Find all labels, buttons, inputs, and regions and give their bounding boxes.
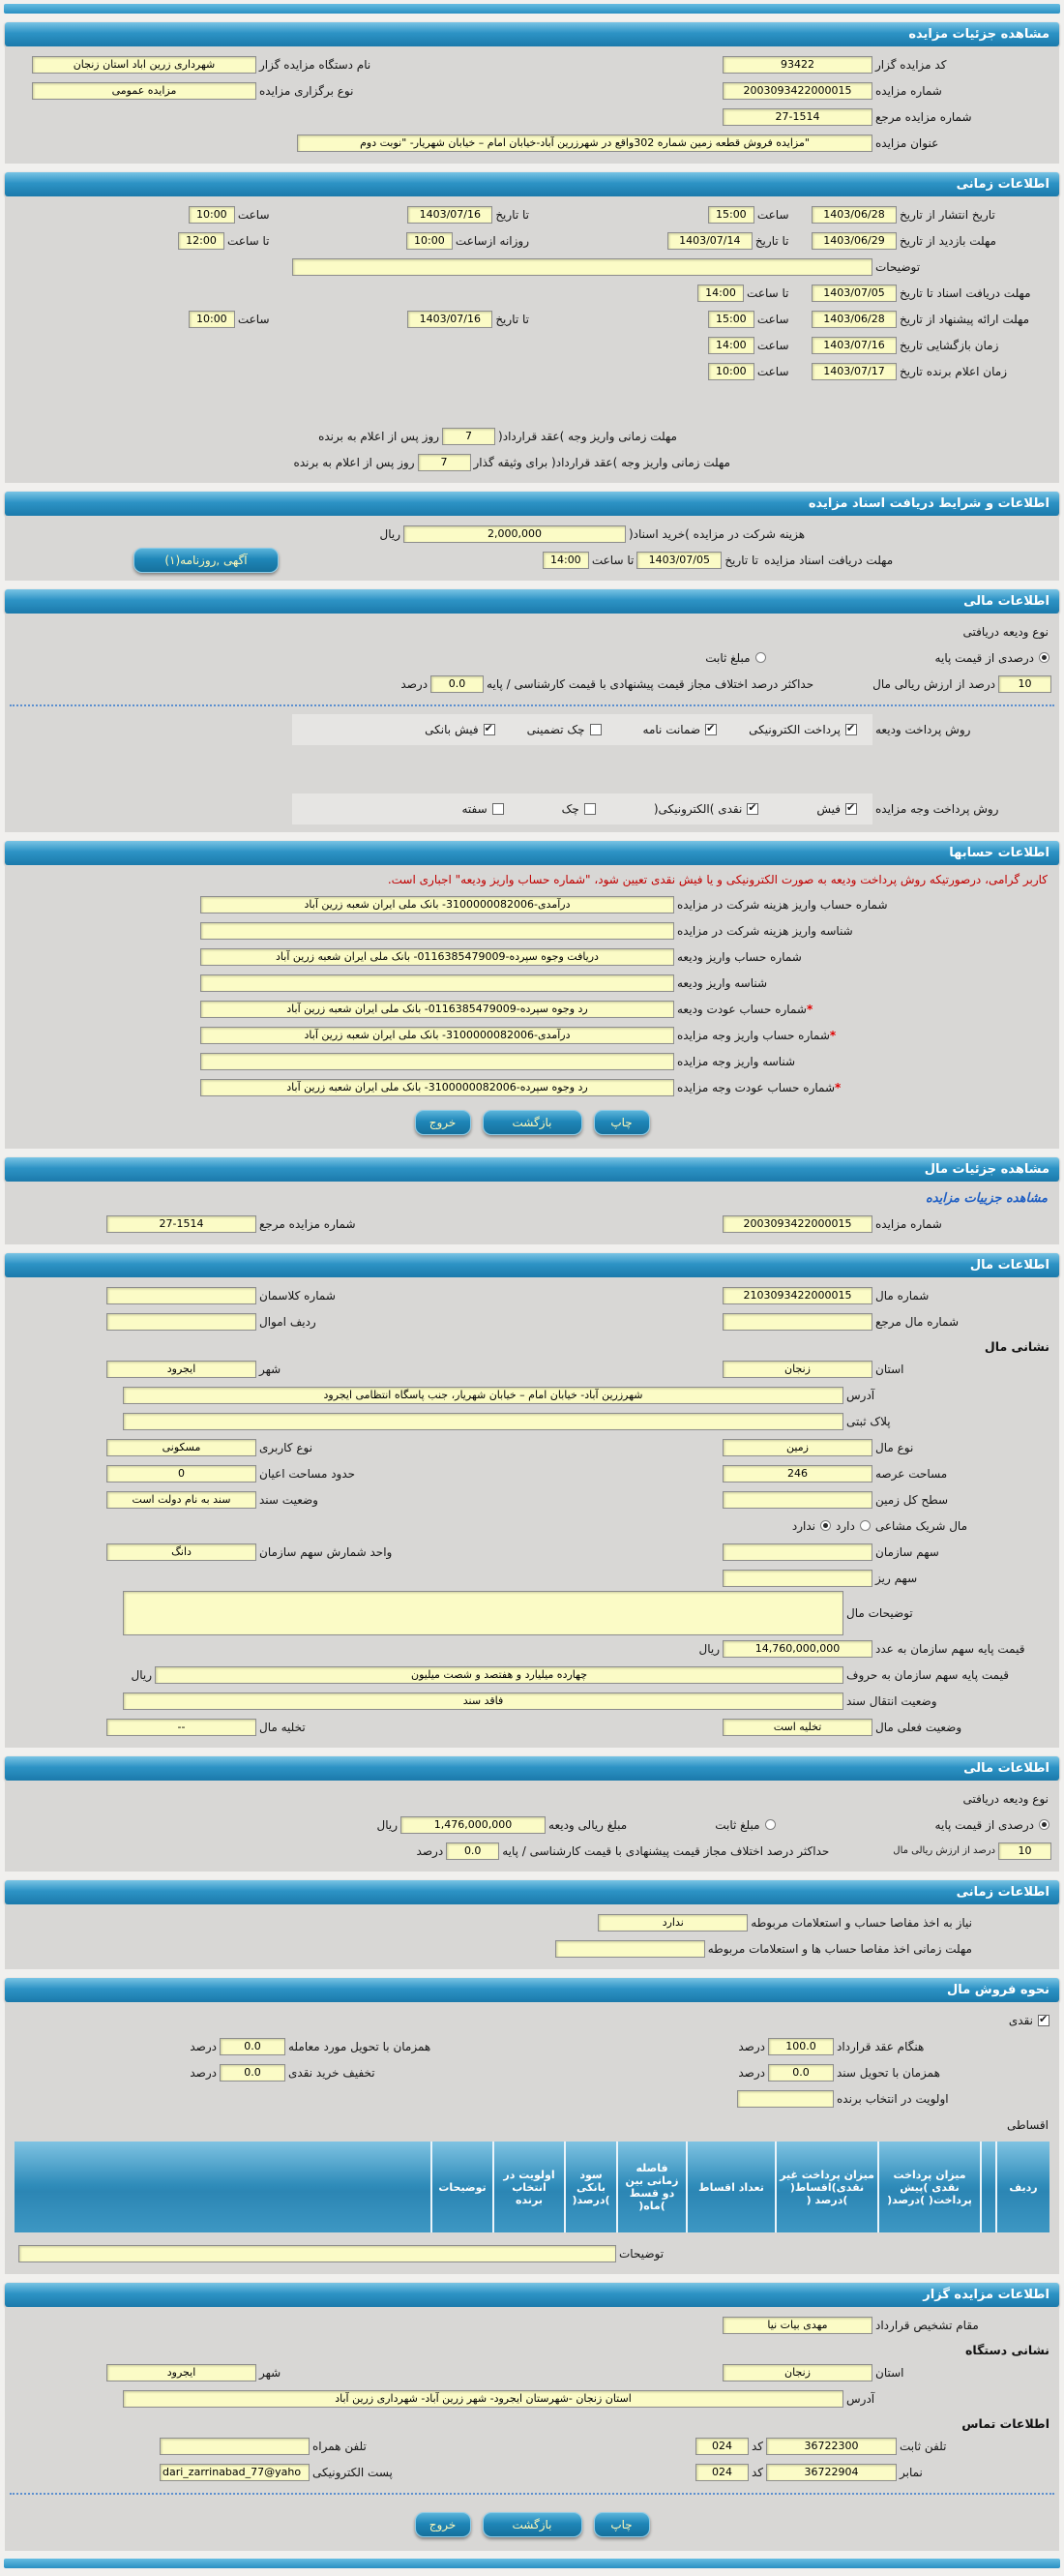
shared-owner-label: مال شریک مشاعی <box>874 1518 967 1533</box>
max-diff-label: حداکثر درصد اختلاف مجاز قیمت پیشنهادی با قیمت کارشناسی / پایه <box>487 676 814 691</box>
usage-type-field[interactable]: مسکونی <box>106 1439 256 1456</box>
account-field[interactable]: درآمدی-3100000082006- بانک ملی ایران شعبه زرین آباد <box>200 1027 674 1044</box>
percent-label: درصد <box>738 2039 765 2053</box>
evacuation-field[interactable]: -- <box>106 1719 256 1736</box>
checkbox-checked-icon[interactable] <box>845 724 857 735</box>
delivery-payment-field[interactable]: 0.0 <box>220 2038 285 2055</box>
cash-discount-label: تخفیف خرید نقدی <box>288 2065 375 2080</box>
to-date-label: تا تاریخ <box>754 233 789 248</box>
table-header-cell: توضیحات <box>430 2142 492 2232</box>
auction-no-field[interactable]: 2003093422000015 <box>723 1215 872 1233</box>
city-field[interactable]: ایجرود <box>106 1361 256 1378</box>
max-diff-field[interactable]: 0.0 <box>446 1842 499 1860</box>
contract-authority-field[interactable]: مهدی بیات نیا <box>723 2317 872 2334</box>
rial-label: ریال <box>131 1667 152 1682</box>
winner-announce-label: زمان اعلام برنده تاریخ <box>900 364 1007 378</box>
deposit-type-label: نوع ودیعه دریافتی <box>962 624 1049 639</box>
winner-time-field[interactable]: 10:00 <box>708 363 754 380</box>
accounts-warning-text: کاربر گرامی، درصورتیکه روش پرداخت ودیعه به صورت الکترونیکی و یا فیش نقدی تعیین شود، "شماره حساب واریز ودیعه" اجباری است. <box>387 873 1048 886</box>
asset-address-subheader: نشانی مال <box>984 1339 1049 1354</box>
table-header-cell: ردیف <box>995 2142 1049 2232</box>
section-header-timing: اطلاعات زمانی <box>5 172 1059 196</box>
contract-authority-label: مقام تشخیص قرارداد <box>875 2318 979 2332</box>
deed-payment-label: همزمان با تحویل سند <box>837 2065 940 2080</box>
hour-label: ساعت <box>756 312 789 326</box>
account-label: *شماره حساب عودت وجه مزایده <box>677 1080 842 1094</box>
installment-label: اقساطی <box>1007 2117 1049 2132</box>
transfer-status-label: وضعیت انتقال سند <box>846 1693 937 1708</box>
deposit-method-option[interactable]: ✔ ضمانت نامه <box>640 723 720 736</box>
max-diff-label: حداکثر درصد اختلاف مجاز قیمت پیشنهادی با قیمت کارشناسی / پایه <box>502 1843 830 1858</box>
checkbox-checked-icon[interactable] <box>484 724 495 735</box>
contract-payment-field[interactable]: 100.0 <box>768 2038 834 2055</box>
deposit-type-label: نوع ودیعه دریافتی <box>962 1791 1049 1806</box>
fax-code-field[interactable]: 024 <box>695 2464 749 2481</box>
city-label: شهر <box>259 1362 281 1376</box>
doc-deadline-date-field[interactable]: 1403/07/05 <box>812 285 897 302</box>
account-row <box>7 970 1057 996</box>
publish-from-date-field[interactable]: 1403/06/28 <box>812 206 897 224</box>
phone-code-field[interactable]: 024 <box>695 2438 749 2455</box>
asset-address-field[interactable]: شهرزرین آباد- خیابان امام – خیابان شهریار، جنب پاسگاه انتظامی ایجرود <box>123 1387 843 1404</box>
city-label: شهر <box>259 2365 281 2380</box>
section-header-accounts: اطلاعات حسابها <box>5 841 1059 865</box>
transfer-status-field[interactable]: فاقد سند <box>123 1692 843 1710</box>
daily-from-hour-label: روزانه ازساعت <box>455 233 529 248</box>
organizer-address-label: آدرس <box>846 2391 875 2406</box>
doc-terms-panel <box>5 516 1059 581</box>
exit-button[interactable]: خروج <box>415 1110 471 1135</box>
percent-of-base-label: درصدی از قیمت پایه <box>934 1817 1034 1832</box>
usage-type-label: نوع کاربری <box>259 1440 313 1454</box>
percent-label: درصد <box>738 2065 765 2080</box>
to-hour-label: تا ساعت <box>227 233 270 248</box>
to-hour-label: تا ساعت <box>747 285 789 300</box>
auction-ref-field[interactable]: 27-1514 <box>106 1215 256 1233</box>
cash-discount-field[interactable]: 0.0 <box>220 2064 285 2082</box>
participation-fee-label: هزینه شرکت در مزایده )خرید اسناد( <box>629 526 806 541</box>
doc-deadline-time-field[interactable]: 14:00 <box>697 285 744 302</box>
asset-address-label: آدرس <box>846 1388 875 1402</box>
deposit-percent-field[interactable]: 10 <box>998 1842 1051 1860</box>
doc-receive-deadline-label: مهلت دریافت اسناد مزایده <box>764 553 894 567</box>
base-price-words-label: قیمت پایه سهم سازمان به حروف <box>846 1667 1009 1682</box>
province-field[interactable]: زنجان <box>723 1361 872 1378</box>
newspaper-ad-button[interactable]: آگهی ,روزنامه(۱) <box>133 548 279 573</box>
payment-method-option[interactable]: چک <box>559 802 598 816</box>
asset-desc-field[interactable] <box>123 1591 843 1635</box>
pay-deadline-days-field[interactable]: 7 <box>442 428 495 445</box>
required-asterisk: * <box>829 1028 837 1042</box>
checkbox-unchecked-icon[interactable] <box>492 803 504 815</box>
checkbox-checked-icon[interactable] <box>845 803 857 815</box>
max-diff-field[interactable]: 0.0 <box>430 675 484 693</box>
account-field[interactable]: دریافت وجوه سپرده-0116385479009- بانک ملی ایران شعبه زرین آباد <box>200 948 674 966</box>
checkbox-unchecked-icon[interactable] <box>590 724 602 735</box>
asset-no-label: شماره مال <box>875 1288 930 1303</box>
percent-label: درصد <box>190 2065 217 2080</box>
dotted-divider <box>10 704 1054 706</box>
back-button[interactable]: بازگشت <box>483 2512 582 2537</box>
account-label: *شماره حساب واریز وجه مزایده <box>677 1028 837 1042</box>
asset-type-label: نوع مال <box>875 1440 914 1454</box>
to-date-label: تا تاریخ <box>495 312 529 326</box>
winner-priority-field[interactable] <box>737 2090 834 2108</box>
back-button[interactable]: بازگشت <box>483 1110 582 1135</box>
asset-row-field[interactable] <box>106 1313 256 1331</box>
percent-label: درصد <box>190 2039 217 2053</box>
account-row <box>7 891 1057 917</box>
org-share-label: سهم سازمان <box>875 1544 939 1559</box>
hasnot-label: ندارد <box>791 1518 816 1533</box>
to-date-label: تا تاریخ <box>724 553 758 567</box>
organizer-address-field[interactable]: استان زنجان -شهرستان ایجرود- شهر زرین آباد- شهرداری زرین آباد <box>123 2390 843 2408</box>
asset-ref-field[interactable] <box>723 1313 872 1331</box>
doc-deadline-label: مهلت دریافت اسناد تا تاریخ <box>900 285 1031 300</box>
dotted-divider <box>10 2493 1054 2495</box>
visit-to-time-field[interactable]: 12:00 <box>178 232 224 250</box>
doc-receive-time-field[interactable]: 14:00 <box>543 552 589 569</box>
financial1-panel <box>5 614 1059 832</box>
payment-method-label: روش پرداخت وجه مزایده <box>875 802 999 816</box>
account-row <box>7 1022 1057 1048</box>
auction-ref-label: شماره مزایده مرجع <box>875 109 972 124</box>
offer-to-date-field[interactable]: 1403/07/16 <box>407 311 492 328</box>
email-field[interactable]: dari_zarrinabad_77@yaho <box>160 2464 310 2481</box>
auction-ref-field[interactable]: 27-1514 <box>723 108 872 126</box>
account-row <box>7 1048 1057 1074</box>
rial-label: ریال <box>379 526 400 541</box>
code-label: کد <box>751 2439 763 2453</box>
accounts-panel <box>5 865 1059 1149</box>
has-label: دارد <box>836 1518 855 1533</box>
rial-label: ریال <box>376 1817 399 1832</box>
percent-label: درصد <box>400 676 429 691</box>
print-button[interactable]: چاپ <box>594 2512 650 2537</box>
account-label: شماره حساب واریز هزینه شرکت در مزایده <box>677 897 888 912</box>
table-header-cell: فاصله زمانی بین دو قسط )ماه( <box>616 2142 686 2232</box>
city-field[interactable]: ایجرود <box>106 2364 256 2381</box>
account-label: شناسه واریز هزینه شرکت در مزایده <box>677 923 853 938</box>
asset-no-field[interactable]: 2103093422000015 <box>723 1287 872 1304</box>
table-header-cell-empty <box>980 2142 995 2232</box>
account-label: شناسه واریز ودیعه <box>677 975 768 990</box>
timing2-panel <box>5 1904 1059 1969</box>
area-label: مساحت عرصه <box>875 1466 948 1481</box>
offer-to-time-field[interactable]: 10:00 <box>189 311 235 328</box>
building-area-label: حدود مساحت اعیان <box>259 1466 356 1481</box>
asset-desc-label: توضیحات مال <box>846 1606 913 1620</box>
deed-status-field[interactable]: سند به نام دولت است <box>106 1491 256 1509</box>
percent-label: درصد <box>416 1843 444 1858</box>
pay-deadline2-days-field[interactable]: 7 <box>418 454 471 471</box>
plate-field[interactable] <box>123 1413 843 1430</box>
asset-ref-label: شماره مال مرجع <box>875 1314 960 1329</box>
opening-time-label: زمان بازگشایی تاریخ <box>900 338 999 352</box>
fax-label: نمابر <box>900 2465 923 2479</box>
mobile-label: تلفن همراه <box>312 2439 367 2453</box>
account-label: *شماره حساب عودت ودیعه <box>677 1002 813 1016</box>
table-header-filler <box>15 2142 430 2232</box>
pay-deadline2-label: مهلت زمانی واریز وجه )عقد قرارداد( برای وثیقه گذار <box>473 455 730 469</box>
plate-label: پلاک ثبتی <box>846 1414 891 1428</box>
hour-label: ساعت <box>237 207 270 222</box>
bottom-blue-strip <box>4 2559 1060 2568</box>
hour-label: ساعت <box>756 364 789 378</box>
required-asterisk: * <box>835 1080 842 1094</box>
pay-deadline-label: مهلت زمانی واریز وجه )عقد قرارداد( <box>498 429 677 443</box>
total-land-label: سطح کل زمین <box>875 1492 949 1507</box>
asset-panel <box>5 1277 1059 1748</box>
timing-panel <box>5 196 1059 483</box>
code-label: کد <box>751 2465 763 2479</box>
days-after-winner-label: روز پس از اعلام به برنده <box>293 455 415 469</box>
account-row <box>7 917 1057 944</box>
current-status-label: وضعیت فعلی مال <box>875 1720 962 1734</box>
delivery-payment-label: همزمان با تحویل مورد معامله <box>288 2039 431 2053</box>
table-header-cell: میزان پرداخت نقدی )پیش پرداخت( )درصد( <box>877 2142 980 2232</box>
building-area-field[interactable]: 0 <box>106 1465 256 1483</box>
checkbox-unchecked-icon[interactable] <box>584 803 596 815</box>
contract-payment-label: هنگام عقد قرارداد <box>837 2039 925 2053</box>
checkbox-checked-icon[interactable] <box>747 803 758 815</box>
auction-ref-label: شماره مزایده مرجع <box>259 1216 356 1231</box>
auction-subject-label: عنوان مزایده <box>875 135 939 150</box>
opening-date-field[interactable]: 1403/07/16 <box>812 337 897 354</box>
fixed-amount-radio[interactable] <box>755 652 766 663</box>
section-header-asset-view: مشاهده جزئیات مال <box>5 1157 1059 1182</box>
opening-time-field[interactable]: 14:00 <box>708 337 754 354</box>
has-radio[interactable] <box>860 1520 871 1531</box>
share-detail-field[interactable] <box>723 1570 872 1587</box>
base-price-num-field[interactable]: 14,760,000,000 <box>723 1640 872 1658</box>
clearance-deadline-label: مهلت زمانی اخذ مفاصا حساب ها و استعلامات مربوطه <box>707 1941 972 1956</box>
share-detail-label: سهم ریز <box>875 1571 918 1585</box>
section-header-financial1: اطلاعات مالی <box>5 589 1059 614</box>
contact-info-subheader: اطلاعات تماس <box>961 2416 1049 2431</box>
province-label: استان <box>875 1362 904 1376</box>
deposit-method-option[interactable]: چک تضمینی <box>524 723 604 736</box>
account-label: شناسه واریز وجه مزایده <box>677 1054 796 1068</box>
clearance-deadline-field[interactable] <box>555 1940 705 1958</box>
payment-method-option[interactable]: ✔ فیش <box>813 802 859 816</box>
sale-panel <box>5 2002 1059 2274</box>
current-status-field[interactable]: تخلیه است <box>723 1719 872 1736</box>
checkbox-checked-icon[interactable] <box>705 724 717 735</box>
hasnot-radio[interactable] <box>820 1520 831 1531</box>
phone-field[interactable]: 36722300 <box>766 2438 897 2455</box>
sale-desc-label: توضیحات <box>619 2246 665 2261</box>
auction-type-field[interactable]: مزایده عمومی <box>32 82 256 100</box>
winner-date-field[interactable]: 1403/07/17 <box>812 363 897 380</box>
class-no-label: شماره کلاسمان <box>259 1288 336 1303</box>
org-share-field[interactable] <box>723 1543 872 1561</box>
fax-field[interactable]: 36722904 <box>766 2464 897 2481</box>
table-header-cell: تعداد اقساط <box>686 2142 775 2232</box>
to-hour-label: تا ساعت <box>591 553 635 567</box>
auction-subject-field[interactable]: "مزایده فروش قطعه زمین شماره 302واقع در شهرزرین آباد-خیابان امام – خیابان شهریار- "نوبت دوم <box>297 135 872 152</box>
deposit-method-label: روش پرداخت ودیعه <box>875 723 971 736</box>
account-field[interactable]: درآمدی-3100000082006- بانک ملی ایران شعبه زرین آباد <box>200 896 674 914</box>
account-field[interactable] <box>200 974 674 992</box>
percent-of-value-label: درصد از ارزش ریالی مال <box>872 676 995 691</box>
bidder-code-field[interactable]: 93422 <box>723 56 872 74</box>
percent-of-base-radio[interactable] <box>1039 652 1049 663</box>
total-land-field[interactable] <box>723 1491 872 1509</box>
deposit-method-options <box>292 714 872 745</box>
payment-method-option[interactable]: سفته <box>458 802 505 816</box>
publish-to-date-field[interactable]: 1403/07/16 <box>407 206 492 224</box>
publish-to-time-field[interactable]: 10:00 <box>189 206 235 224</box>
button-bar <box>7 2502 1057 2543</box>
province-label: استان <box>875 2365 904 2380</box>
exit-button[interactable]: خروج <box>415 2512 471 2537</box>
area-field[interactable]: 246 <box>723 1465 872 1483</box>
section-header-asset: اطلاعات مال <box>5 1253 1059 1277</box>
offer-date-label: مهلت ارائه پیشنهاد از تاریخ <box>900 312 1030 326</box>
section-header-organizer: اطلاعات مزایده گزار <box>5 2283 1059 2307</box>
percent-of-base-radio[interactable] <box>1039 1819 1049 1830</box>
class-no-field[interactable] <box>106 1287 256 1304</box>
cash-label: نقدی <box>1008 2013 1033 2027</box>
auction-no-field[interactable]: 2003093422000015 <box>723 82 872 100</box>
auction-no-label: شماره مزایده <box>875 1216 942 1231</box>
publish-date-label: تاریخ انتشار از تاریخ <box>900 207 995 222</box>
auction-details-panel <box>5 46 1059 164</box>
asset-view-panel <box>5 1182 1059 1244</box>
visit-date-label: مهلت بازدید از تاریخ <box>900 233 996 248</box>
auction-no-label: شماره مزایده <box>875 83 942 98</box>
organizer-panel <box>5 2307 1059 2551</box>
offer-from-date-field[interactable]: 1403/06/28 <box>812 311 897 328</box>
section-header-financial2: اطلاعات مالی <box>5 1756 1059 1781</box>
sale-desc-field[interactable] <box>18 2245 616 2262</box>
org-name-field[interactable]: شهرداری زرین اباد استان زنجان <box>32 56 256 74</box>
winner-priority-label: اولویت در انتخاب برنده <box>837 2091 949 2106</box>
print-button[interactable]: چاپ <box>594 1110 650 1135</box>
mobile-field[interactable] <box>160 2438 310 2455</box>
cash-checkbox[interactable] <box>1038 2015 1049 2026</box>
participation-fee-field[interactable]: 2,000,000 <box>403 525 626 543</box>
timing-desc-field[interactable] <box>292 258 872 276</box>
publish-from-time-field[interactable]: 15:00 <box>708 206 754 224</box>
deposit-amount-label: مبلغ ریالی ودیعه <box>548 1817 628 1832</box>
clearance-field[interactable]: ندارد <box>598 1914 748 1932</box>
share-unit-label: واحد شمارش سهم سازمان <box>259 1544 393 1559</box>
org-name-label: نام دستگاه مزایده گزار <box>259 57 371 72</box>
days-after-winner-label: روز پس از اعلام به برنده <box>318 429 440 443</box>
deposit-amount-field[interactable]: 1,476,000,000 <box>400 1816 546 1834</box>
table-header-cell: سود بانکی )درصد( <box>564 2142 616 2232</box>
top-blue-strip <box>4 4 1060 14</box>
phone-label: تلفن ثابت <box>900 2439 947 2453</box>
account-row <box>7 1074 1057 1100</box>
account-field[interactable]: رد وجوه سپرده-3100000082006- بانک ملی ایران شعبه زرین آباد <box>200 1079 674 1096</box>
province-field[interactable]: زنجان <box>723 2364 872 2381</box>
financial2-panel <box>5 1781 1059 1872</box>
doc-receive-date-field[interactable]: 1403/07/05 <box>636 552 722 569</box>
table-header-cell: میزان پرداخت غیر نقدی)اقساط( )درصد ( <box>775 2142 877 2232</box>
section-header-timing2: اطلاعات زمانی <box>5 1880 1059 1904</box>
email-label: پست الکترونیکی <box>312 2465 393 2479</box>
section-header-doc-terms: اطلاعات و شرایط دریافت اسناد مزایده <box>5 492 1059 516</box>
fixed-amount-radio[interactable] <box>765 1819 776 1830</box>
visit-from-time-field[interactable]: 10:00 <box>406 232 453 250</box>
account-row <box>7 996 1057 1022</box>
base-price-words-field[interactable]: چهارده میلیارد و هفتصد و شصت میلیون <box>155 1666 843 1684</box>
deed-status-label: وضعیت سند <box>259 1492 318 1507</box>
installment-table-header <box>15 2142 1049 2232</box>
hour-label: ساعت <box>756 207 789 222</box>
evacuation-label: تخلیه مال <box>259 1720 306 1734</box>
offer-from-time-field[interactable]: 15:00 <box>708 311 754 328</box>
visit-to-date-field[interactable]: 1403/07/14 <box>667 232 753 250</box>
percent-of-value-label: درصد از ارزش ریالی مال <box>893 1845 995 1856</box>
clearance-label: نیاز به اخذ مفاصا حساب و استعلامات مربوطه <box>751 1915 972 1930</box>
organizer-address-subheader: نشانی دستگاه <box>965 2343 1049 2357</box>
account-field[interactable] <box>200 922 674 940</box>
deposit-method-option[interactable]: ✔ فیش بانکی <box>422 723 496 736</box>
bidder-code-label: کد مزایده گزار <box>875 57 947 72</box>
payment-method-option[interactable]: ✔ نقدی )الکترونیکی( <box>651 802 761 816</box>
timing-desc-label: توضیحات <box>875 259 921 274</box>
asset-row-label: ردیف اموال <box>259 1314 316 1329</box>
account-field[interactable]: رد وجوه سپرده-0116385479009- بانک ملی ایران شعبه زرین آباد <box>200 1001 674 1018</box>
percent-of-base-label: درصدی از قیمت پایه <box>934 650 1034 665</box>
hour-label: ساعت <box>237 312 270 326</box>
payment-method-options <box>292 794 872 824</box>
account-row <box>7 944 1057 970</box>
view-auction-details-link[interactable]: مشاهده جزییات مزایده <box>925 1191 1048 1206</box>
section-header-auction-details: مشاهده جزئیات مزایده <box>5 22 1059 46</box>
hour-label: ساعت <box>756 338 789 352</box>
fixed-amount-label: مبلغ ثابت <box>705 650 751 665</box>
required-asterisk: * <box>806 1002 813 1016</box>
share-unit-field[interactable]: دانگ <box>106 1543 256 1561</box>
to-date-label: تا تاریخ <box>495 207 529 222</box>
auction-type-label: نوع برگزاری مزایده <box>259 83 354 98</box>
deposit-percent-field[interactable]: 10 <box>998 675 1051 693</box>
base-price-num-label: قیمت پایه سهم سازمان به عدد <box>875 1641 1025 1656</box>
account-field[interactable] <box>200 1053 674 1070</box>
button-bar <box>7 1100 1057 1141</box>
fixed-amount-label: مبلغ ثابت <box>715 1817 760 1832</box>
account-label: شماره حساب واریز ودیعه <box>677 949 802 964</box>
table-header-cell: اولویت در انتخاب برنده <box>492 2142 564 2232</box>
deed-payment-field[interactable]: 0.0 <box>768 2064 834 2082</box>
deposit-method-option[interactable]: ✔ پرداخت الکترونیکی <box>746 723 859 736</box>
visit-from-date-field[interactable]: 1403/06/29 <box>812 232 897 250</box>
section-header-sale: نحوه فروش مال <box>5 1978 1059 2002</box>
rial-label: ریال <box>698 1641 720 1656</box>
asset-type-field[interactable]: زمین <box>723 1439 872 1456</box>
